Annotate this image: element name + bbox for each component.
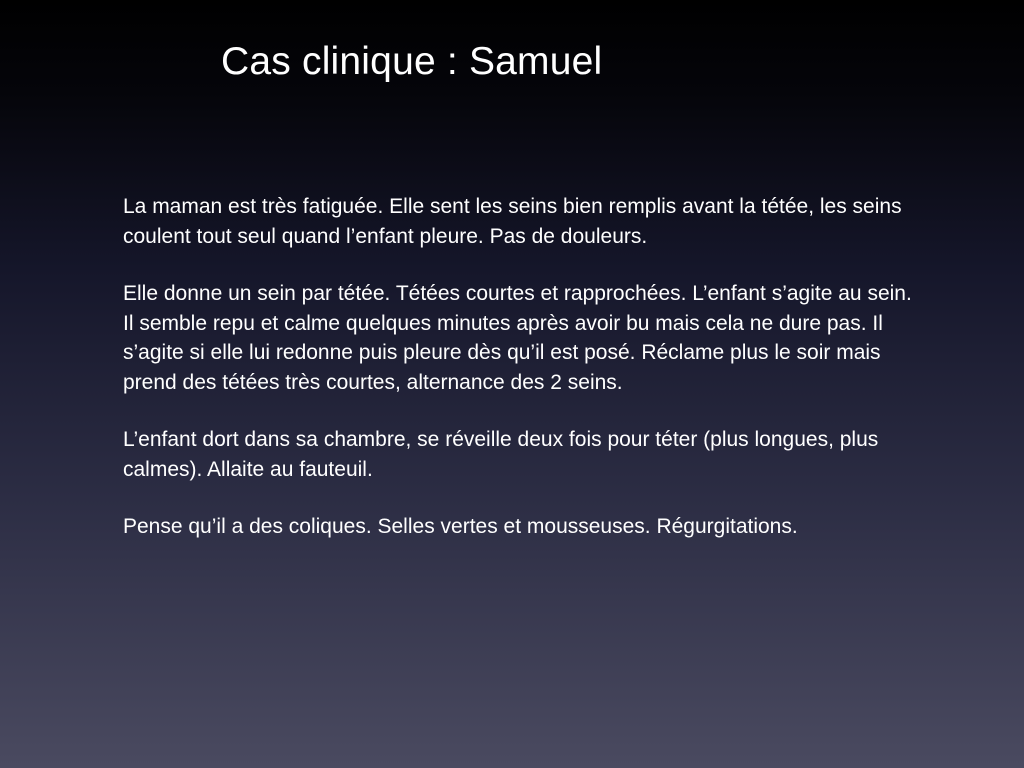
slide-body (123, 192, 923, 542)
paragraph-mother-state: La maman est très fatiguée. Elle sent les seins bien remplis avant la tétée, les seins coulent tout seul quand l’enfant pleure. Pas de douleurs. (123, 195, 902, 248)
paragraph-night-sleep: L’enfant dort dans sa chambre, se réveille deux fois pour téter (plus longues, plus calmes). Allaite au fauteuil. (123, 428, 879, 481)
slide-title: Cas clinique : Samuel (221, 40, 603, 83)
paragraph-feeding-pattern: Elle donne un sein par tétée. Tétées courtes et rapprochées. L’enfant s’agite au sein. Il semble repu et calme quelques minutes après avoir bu mais cela ne dure pas. Il s’agite si elle lui redonne puis pleure dès qu’il est posé. Réclame plus le soir mais prend des tétées très courtes, alternance des 2 seins. (123, 282, 912, 394)
paragraph-symptoms: Pense qu’il a des coliques. Selles vertes et mousseuses. Régurgitations. (123, 515, 798, 538)
